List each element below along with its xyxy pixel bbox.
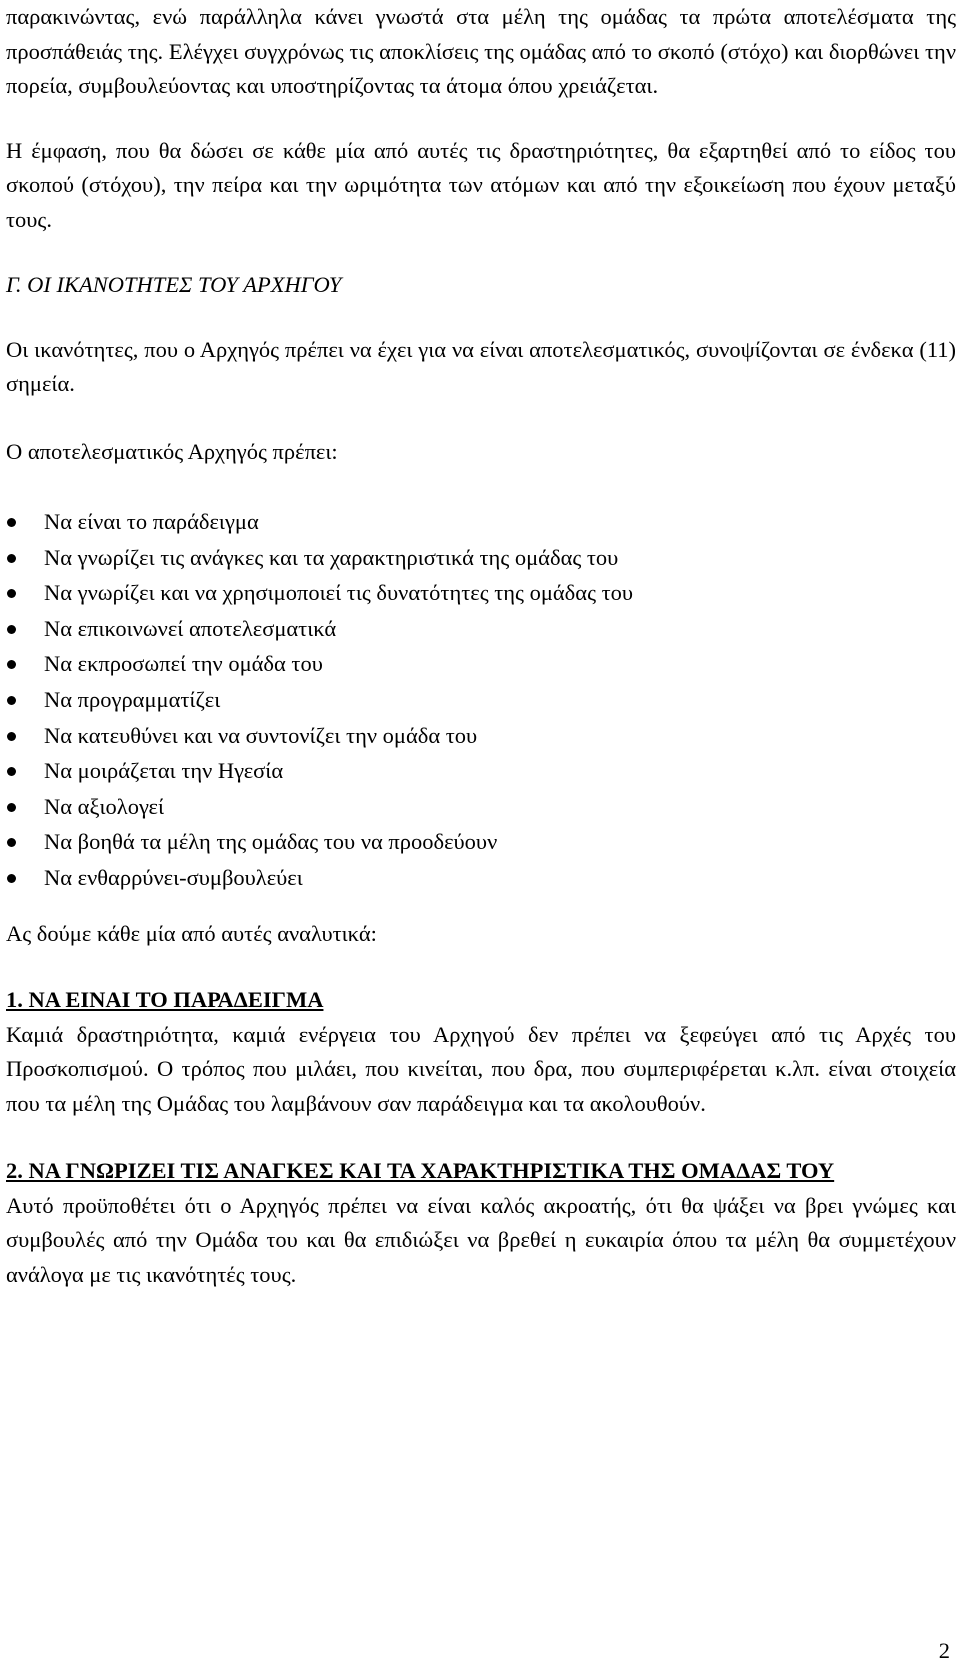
bullet-icon	[7, 625, 16, 634]
list-item	[6, 575, 956, 611]
item-1-body: Καμιά δραστηριότητα, καμιά ενέργεια του Αρχηγού δεν πρέπει να ξεφεύγει από τις Αρχές του Προσκοπισμού. Ο τρόπος που μιλάει, που κινείται, που δρα, που συμπεριφέρεται κ.λπ. είναι στοιχεία που τα μέλη της Ομάδας του λαμβάνουν σαν παράδειγμα και τα ακολουθούν.	[6, 1021, 956, 1116]
bullet-icon	[7, 874, 16, 883]
item-1-heading: 1. ΝΑ ΕΙΝΑΙ ΤΟ ΠΑΡΑΔΕΙΓΜΑ	[6, 987, 324, 1013]
list-item-text: Να μοιράζεται την Ηγεσία	[44, 758, 284, 784]
intro-paragraph: παρακινώντας, ενώ παράλληλα κάνει γνωστά στα μέλη της ομάδας τα πρώτα αποτελέσματα της προσπάθειάς της. Ελέγχει συγχρόνως τις αποκλίσεις της ομάδας από το σκοπό (στόχο) και διορθώνει την πορεία, συμβουλεύοντας και υποστηρίζοντας τα άτομα όπου χρειάζεται.	[6, 4, 956, 98]
list-item-text: Να αξιολογεί	[44, 793, 165, 819]
bullet-icon	[7, 554, 16, 563]
list-item-text: Να κατευθύνει και να συντονίζει την ομάδα του	[44, 722, 478, 748]
list-item-text: Να επικοινωνεί αποτελεσματικά	[44, 615, 337, 641]
item-2-heading: 2. ΝΑ ΓΝΩΡΙΖΕΙ ΤΙΣ ΑΝΑΓΚΕΣ ΚΑΙ ΤΑ ΧΑΡΑΚΤΗΡΙΣΤΙΚΑ ΤΗΣ ΟΜΑΔΑΣ ΤΟΥ	[6, 1158, 835, 1184]
list-lead-text: Ο αποτελεσματικός Αρχηγός πρέπει:	[6, 438, 338, 464]
bullet-icon	[7, 660, 16, 669]
list-item-text: Να εκπροσωπεί την ομάδα του	[44, 651, 323, 677]
list-item	[6, 789, 956, 825]
list-item-text: Να προγραμματίζει	[44, 686, 221, 712]
list-item	[6, 611, 956, 647]
bullet-icon	[7, 696, 16, 705]
analysis-intro-text: Ας δούμε κάθε μία από αυτές αναλυτικά:	[6, 920, 377, 946]
emphasis-paragraph: Η έμφαση, που θα δώσει σε κάθε μία από αυτές τις δραστηριότητες, θα εξαρτηθεί από το είδος του σκοπού (στόχου), την πείρα και την ωριμότητα των ατόμων και από την εξοικείωση που έχουν μεταξύ τους.	[6, 137, 956, 232]
list-item-text: Να γνωρίζει και να χρησιμοποιεί τις δυνατότητες της ομάδας του	[44, 580, 634, 606]
list-item	[6, 504, 956, 540]
section-title: Γ. ΟΙ ΙΚΑΝΟΤΗΤΕΣ ΤΟΥ ΑΡΧΗΓΟΥ	[6, 272, 342, 297]
list-item	[6, 646, 956, 682]
bullet-icon	[7, 838, 16, 847]
item-2-body: Αυτό προϋποθέτει ότι ο Αρχηγός πρέπει να είναι καλός ακροατής, ότι θα ψάξει να βρει γνώμες και συμβουλές από την Ομάδα του και θα επιδιώξει να βρεθεί η ευκαιρία όπου τα μέλη θα συμμετέχουν ανάλογα με τις ικανότητές τους.	[6, 1192, 956, 1287]
list-item-text: Να είναι το παράδειγμα	[44, 509, 259, 534]
page-number: 2	[938, 1638, 950, 1663]
list-item	[6, 682, 956, 718]
bullet-icon	[7, 732, 16, 741]
list-item	[6, 824, 956, 860]
list-item	[6, 718, 956, 754]
document-page	[6, 0, 956, 1292]
bullet-icon	[7, 803, 16, 812]
abilities-list	[6, 504, 956, 896]
list-item	[6, 753, 956, 789]
list-item	[6, 540, 956, 576]
bullet-icon	[7, 767, 16, 776]
list-item	[6, 860, 956, 896]
list-item-text: Να ενθαρρύνει-συμβουλεύει	[44, 864, 303, 890]
list-item-text: Να βοηθά τα μέλη της ομάδας του να προοδεύουν	[44, 829, 498, 855]
list-item-text: Να γνωρίζει τις ανάγκες και τα χαρακτηριστικά της ομάδας του	[44, 544, 619, 570]
section-intro-paragraph: Οι ικανότητες, που ο Αρχηγός πρέπει να έχει για να είναι αποτελεσματικός, συνοψίζονται σε ένδεκα (11) σημεία.	[6, 336, 956, 396]
bullet-icon	[7, 589, 16, 598]
bullet-icon	[7, 518, 16, 527]
